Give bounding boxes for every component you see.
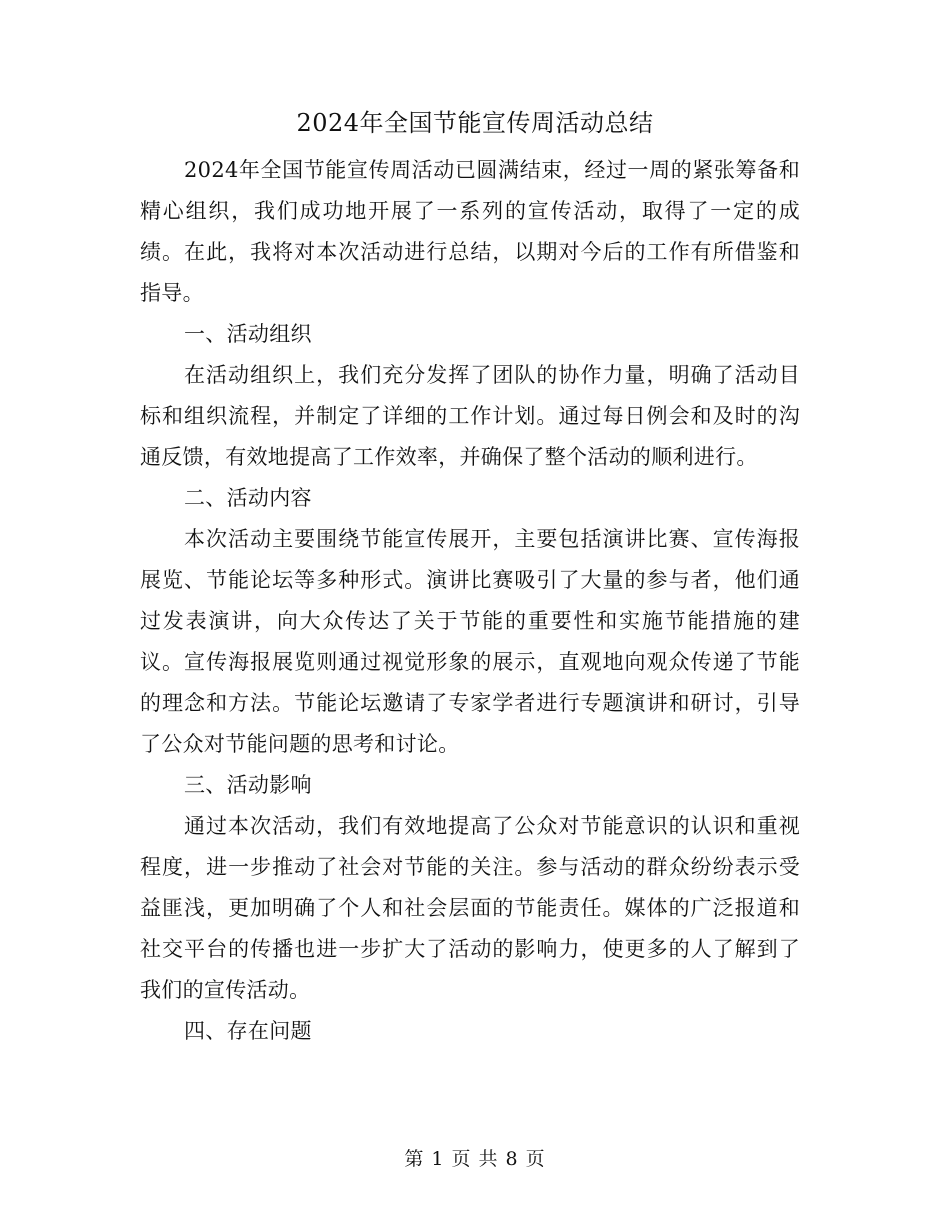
- section-heading-problems: 四、存在问题: [184, 1019, 312, 1043]
- organization-paragraph: 在活动组织上，我们充分发挥了团队的协作力量，明确了活动目标和组织流程，并制定了详细的工作计划。通过每日例会和及时的沟通反馈，有效地提高了工作效率，并确保了整个活动的顺利进行。: [140, 363, 800, 469]
- section-heading-content: 二、活动内容: [184, 486, 312, 510]
- page-number: 第 1 页 共 8 页: [404, 1148, 546, 1170]
- impact-paragraph: 通过本次活动，我们有效地提高了公众对节能意识的认识和重视程度，进一步推动了社会对节能的关注。参与活动的群众纷纷表示受益匪浅，更加明确了个人和社会层面的节能责任。媒体的广泛报道和社交平台的传播也进一步扩大了活动的影响力，使更多的人了解到了我们的宣传活动。: [140, 814, 800, 1002]
- section-heading-organization: 一、活动组织: [184, 322, 312, 346]
- intro-paragraph: 2024年全国节能宣传周活动已圆满结束，经过一周的紧张筹备和精心组织，我们成功地开展了一系列的宣传活动，取得了一定的成绩。在此，我将对本次活动进行总结，以期对今后的工作有所借鉴和指导。: [140, 158, 800, 305]
- content-paragraph: 本次活动主要围绕节能宣传展开，主要包括演讲比赛、宣传海报展览、节能论坛等多种形式。演讲比赛吸引了大量的参与者，他们通过发表演讲，向大众传达了关于节能的重要性和实施节能措施的建议。宣传海报展览则通过视觉形象的展示，直观地向观众传递了节能的理念和方法。节能论坛邀请了专家学者进行专题演讲和研讨，引导了公众对节能问题的思考和讨论。: [140, 527, 800, 756]
- document-body: [140, 150, 800, 1052]
- section-heading-impact: 三、活动影响: [184, 773, 312, 797]
- document-title: 2024年全国节能宣传周活动总结: [296, 109, 654, 137]
